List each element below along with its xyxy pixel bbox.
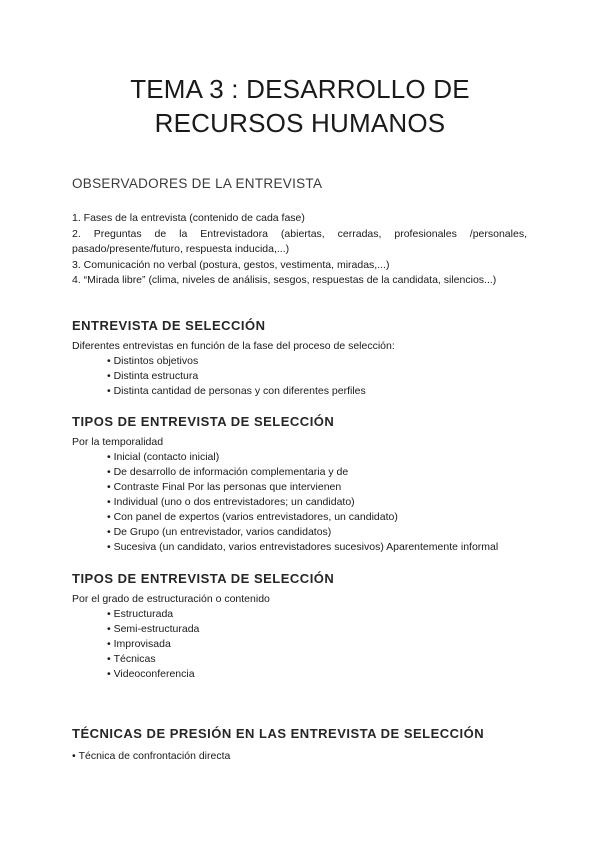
list-item: 2. Preguntas de la Entrevistadora (abiertas, cerradas, profesionales /personales, <box>72 227 527 240</box>
list-item: • De desarrollo de información complementaria y de <box>107 465 498 480</box>
observadores-heading: OBSERVADORES DE LA ENTREVISTA <box>72 176 323 191</box>
list-item: • Con panel de expertos (varios entrevistadores, un candidato) <box>107 510 498 525</box>
tipos-estructuracion-intro: Por el grado de estructuración o contenido <box>72 593 270 605</box>
list-item: • Individual (uno o dos entrevistadores; un candidato) <box>107 495 498 510</box>
list-item: • De Grupo (un entrevistador, varios candidatos) <box>107 525 498 540</box>
list-item: • Técnicas <box>107 652 199 667</box>
list-item: pasado/presente/futuro, respuesta inducida,...) <box>72 243 290 255</box>
tipos-temporalidad-heading: TIPOS DE ENTREVISTA DE SELECCIÓN <box>72 414 335 429</box>
list-item: 4. “Mirada libre” (clima, niveles de análisis, sesgos, respuestas de la candidata, silencios...) <box>72 274 497 286</box>
list-item: • Distintos objetivos <box>107 354 366 369</box>
list-item: • Inicial (contacto inicial) <box>107 450 498 465</box>
observadores-list <box>72 211 527 289</box>
list-item: • Sucesiva (un candidato, varios entrevistadores sucesivos) Aparentemente informal <box>107 540 498 555</box>
document-title-line-2: RECURSOS HUMANOS <box>154 108 446 138</box>
entrevista-seleccion-intro: Diferentes entrevistas en función de la fase del proceso de selección: <box>72 340 395 352</box>
list-item: • Improvisada <box>107 637 199 652</box>
list-item: • Distinta estructura <box>107 369 366 384</box>
list-item: • Videoconferencia <box>107 667 199 682</box>
list-item: • Distinta cantidad de personas y con diferentes perfiles <box>107 384 366 399</box>
tipos-estructuracion-bullets <box>107 607 199 682</box>
document-title-line-1: TEMA 3 : DESARROLLO DE <box>130 74 470 104</box>
list-item: 3. Comunicación no verbal (postura, gestos, vestimenta, miradas,...) <box>72 258 390 271</box>
tipos-estructuracion-heading: TIPOS DE ENTREVISTA DE SELECCIÓN <box>72 571 335 586</box>
tipos-temporalidad-intro: Por la temporalidad <box>72 436 164 448</box>
list-item: 1. Fases de la entrevista (contenido de cada fase) <box>72 212 305 224</box>
entrevista-seleccion-heading: ENTREVISTA DE SELECCIÓN <box>72 318 266 333</box>
tecnicas-presion-heading: TÉCNICAS DE PRESIÓN EN LAS ENTREVISTA DE SELECCIÓN <box>72 726 485 741</box>
list-item: • Estructurada <box>107 607 199 622</box>
list-item: • Contraste Final Por las personas que intervienen <box>107 480 498 495</box>
entrevista-seleccion-bullets <box>107 354 366 399</box>
list-item: • Técnica de confrontación directa <box>72 749 230 764</box>
list-item: • Semi-estructurada <box>107 622 199 637</box>
tipos-temporalidad-bullets <box>107 450 498 555</box>
